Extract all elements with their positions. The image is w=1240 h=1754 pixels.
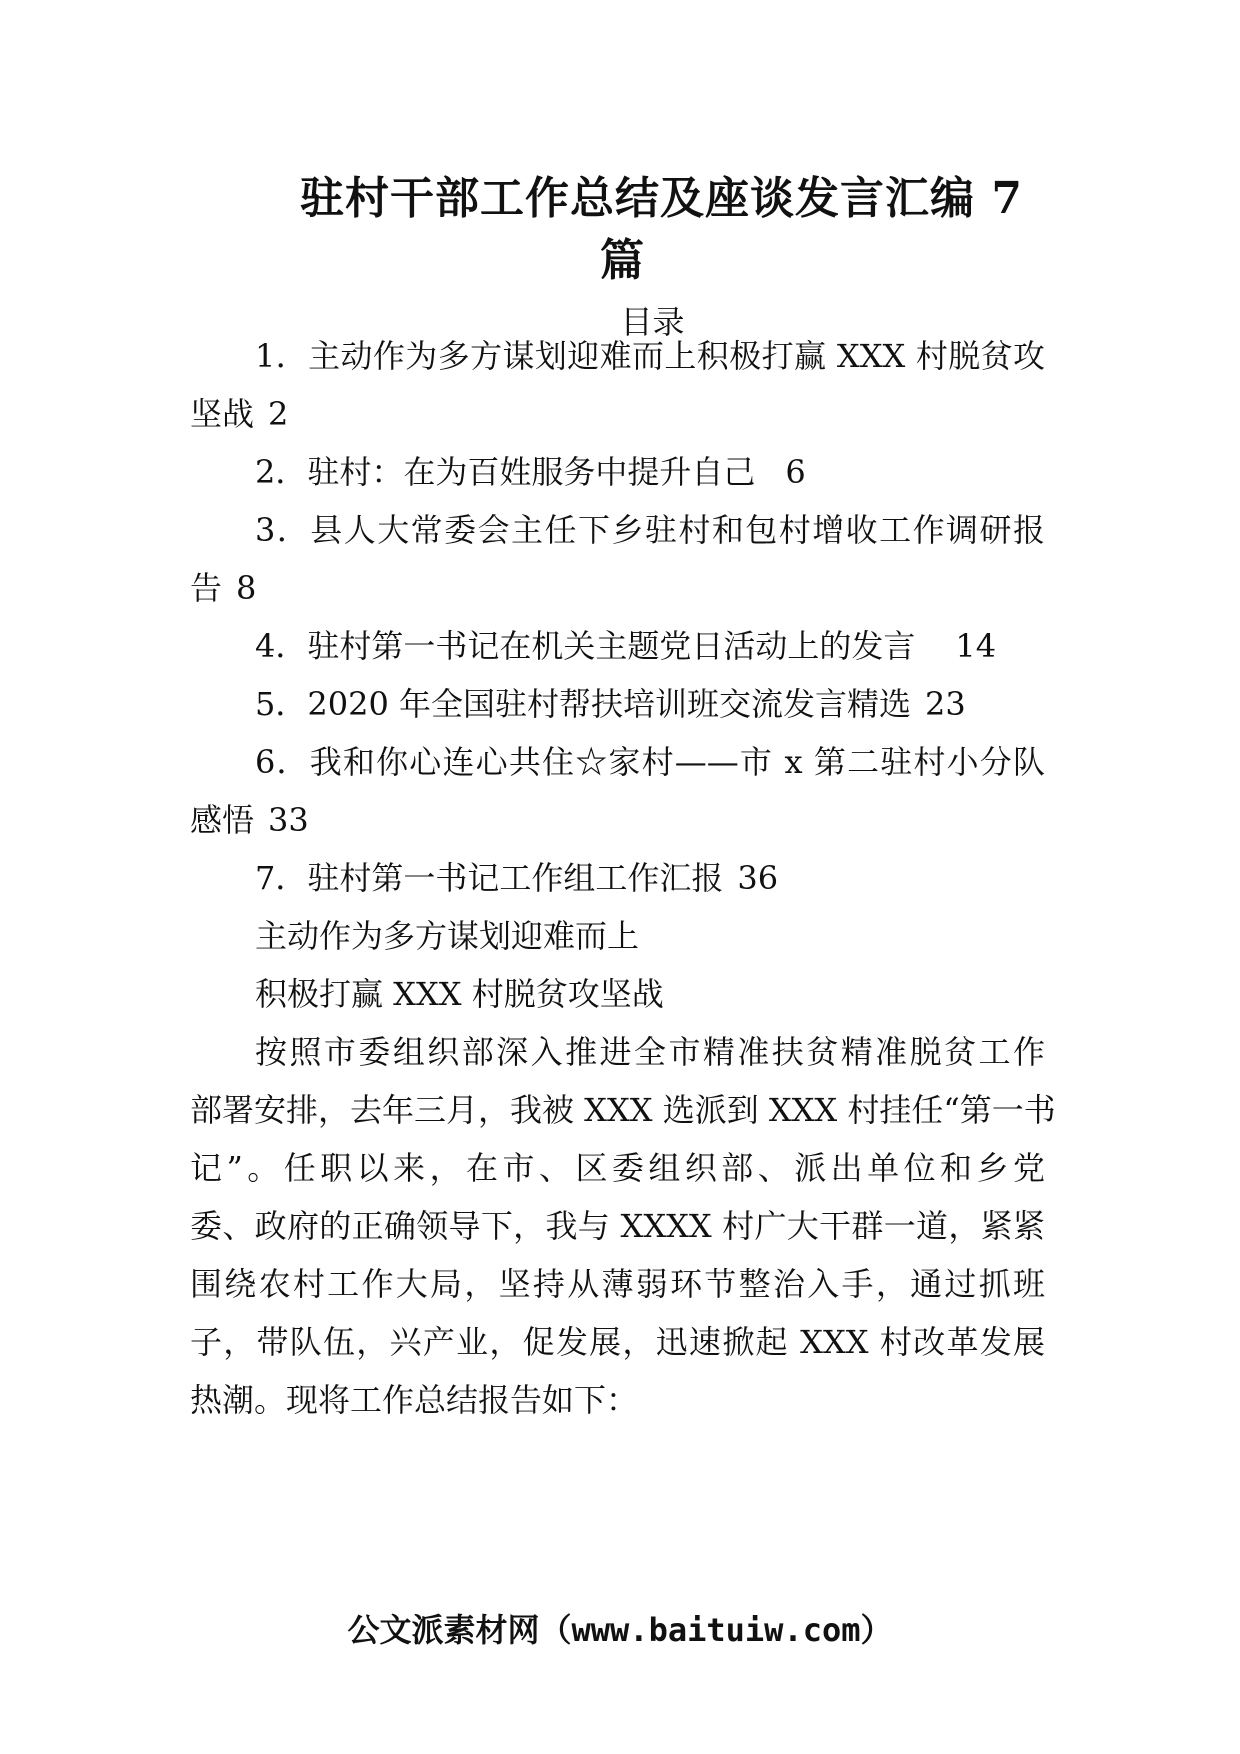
toc-item-2-text: 2．驻村：在为百姓服务中提升自己 xyxy=(255,453,756,491)
section-title-line1: 主动作为多方谋划迎难而上 xyxy=(255,917,640,955)
footer-site-name: 公文派素材网 xyxy=(347,1611,540,1649)
toc-heading: 目录 xyxy=(620,303,685,341)
toc-item-4-page: 14 xyxy=(955,627,997,665)
footer-site-credit xyxy=(0,1608,1240,1652)
toc-item-7 xyxy=(255,856,778,900)
toc-item-1-text-cont: 坚战 xyxy=(190,395,255,433)
toc-item-6-page: 33 xyxy=(268,801,309,839)
body-line-1: 按照市委组织部深入推进全市精准扶贫精准脱贫工作 xyxy=(255,1033,1045,1071)
toc-item-3-line1: 3．县人大常委会主任下乡驻村和包村增收工作调研报 xyxy=(255,511,1045,549)
toc-item-5 xyxy=(255,682,966,726)
footer-url: （www.baituiw.com） xyxy=(539,1611,893,1649)
body-line-4: 委、政府的正确领导下，我与 XXXX 村广大干群一道，紧紧 xyxy=(190,1207,1045,1245)
body-line-5: 围绕农村工作大局，坚持从薄弱环节整治入手，通过抓班 xyxy=(190,1265,1045,1303)
toc-item-7-page: 36 xyxy=(737,859,779,897)
document-title-line1: 驻村干部工作总结及座谈发言汇编 7 xyxy=(300,173,1023,224)
toc-item-4 xyxy=(255,624,996,668)
toc-item-6-line1: 6．我和你心连心共住☆家村——市 x 第二驻村小分队 xyxy=(255,743,1045,781)
body-line-7: 热潮。现将工作总结报告如下： xyxy=(190,1381,639,1419)
toc-item-3-page: 8 xyxy=(236,569,257,607)
toc-item-6-text-cont: 感悟 xyxy=(190,801,255,839)
body-line-2: 部署安排，去年三月，我被 XXX 选派到 XXX 村挂任“第一书 xyxy=(190,1091,1056,1129)
document-title-line2: 篇 xyxy=(600,235,645,286)
toc-item-1-line1: 1．主动作为多方谋划迎难而上积极打赢 XXX 村脱贫攻 xyxy=(255,337,1045,375)
toc-item-2 xyxy=(255,450,806,494)
toc-item-4-text: 4．驻村第一书记在机关主题党日活动上的发言 xyxy=(255,627,916,665)
body-line-6: 子，带队伍，兴产业，促发展，迅速掀起 XXX 村改革发展 xyxy=(190,1323,1045,1361)
toc-item-1-line2 xyxy=(190,392,288,436)
body-line-3: 记”。任职以来，在市、区委组织部、派出单位和乡党 xyxy=(190,1149,1045,1187)
toc-item-6-line2 xyxy=(190,798,309,842)
toc-item-7-text: 7．驻村第一书记工作组工作汇报 xyxy=(255,859,724,897)
section-title-line2: 积极打赢 XXX 村脱贫攻坚战 xyxy=(255,975,664,1013)
toc-item-5-text: 5．2020 年全国驻村帮扶培训班交流发言精选 xyxy=(255,685,911,723)
toc-item-2-page: 6 xyxy=(785,453,806,491)
toc-item-3-text-cont: 告 xyxy=(190,569,223,607)
toc-item-1-page: 2 xyxy=(268,395,289,433)
toc-item-5-page: 23 xyxy=(924,685,966,723)
toc-item-3-line2 xyxy=(190,566,256,610)
